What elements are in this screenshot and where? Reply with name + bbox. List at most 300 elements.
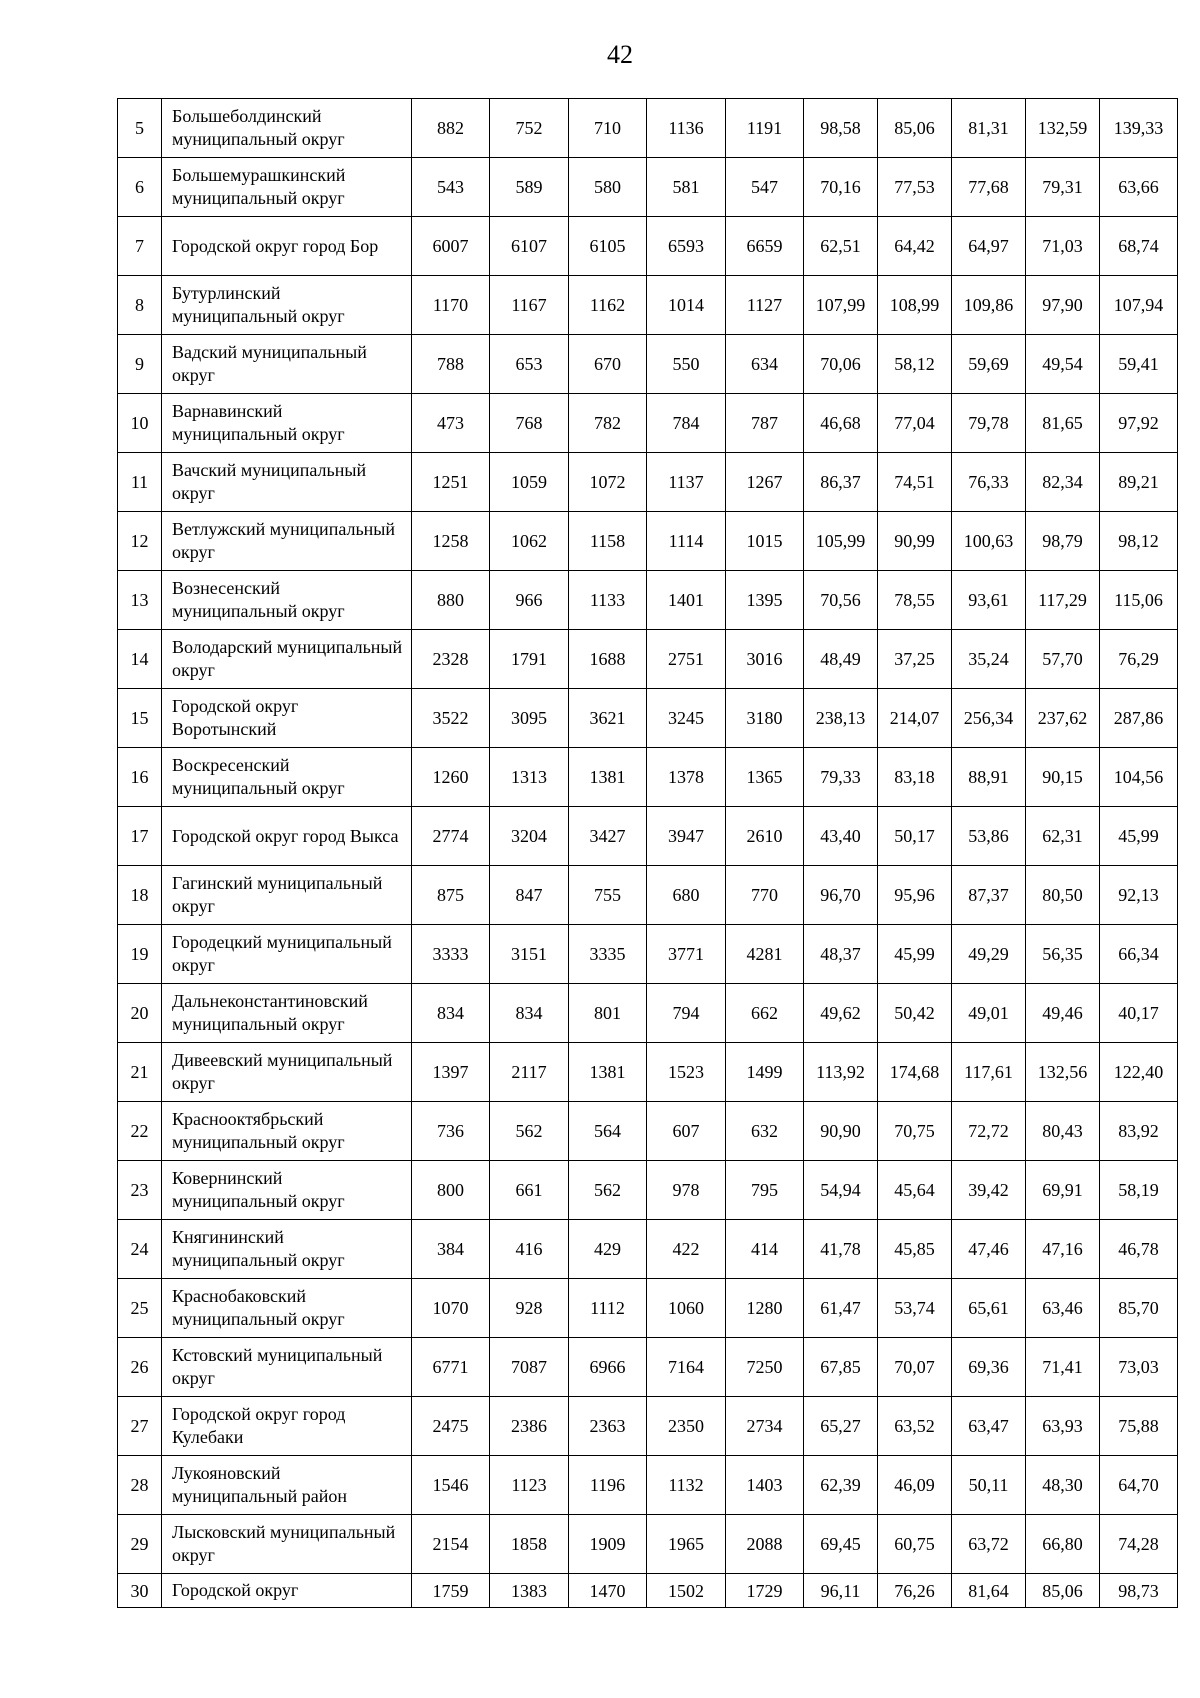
value-cell: 41,78 (804, 1220, 878, 1279)
row-number-cell: 29 (118, 1515, 162, 1574)
value-cell: 1381 (569, 748, 647, 807)
value-cell: 81,64 (952, 1574, 1026, 1608)
value-cell: 3180 (726, 689, 804, 748)
value-cell: 3427 (569, 807, 647, 866)
value-cell: 214,07 (878, 689, 952, 748)
value-cell: 75,88 (1100, 1397, 1178, 1456)
value-cell: 47,16 (1026, 1220, 1100, 1279)
value-cell: 1158 (569, 512, 647, 571)
value-cell: 69,36 (952, 1338, 1026, 1397)
value-cell: 1858 (490, 1515, 569, 1574)
municipality-name-cell: Городской округ город Кулебаки (162, 1397, 412, 1456)
value-cell: 65,27 (804, 1397, 878, 1456)
value-cell: 74,28 (1100, 1515, 1178, 1574)
row-number-cell: 14 (118, 630, 162, 689)
value-cell: 43,40 (804, 807, 878, 866)
value-cell: 67,85 (804, 1338, 878, 1397)
value-cell: 79,31 (1026, 158, 1100, 217)
value-cell: 76,26 (878, 1574, 952, 1608)
value-cell: 98,73 (1100, 1574, 1178, 1608)
value-cell: 61,47 (804, 1279, 878, 1338)
value-cell: 45,85 (878, 1220, 952, 1279)
value-cell: 64,97 (952, 217, 1026, 276)
value-cell: 882 (412, 99, 490, 158)
value-cell: 66,80 (1026, 1515, 1100, 1574)
municipality-name-cell: Бутурлинский муниципальный округ (162, 276, 412, 335)
table-row (118, 1043, 1178, 1102)
value-cell: 45,99 (878, 925, 952, 984)
value-cell: 2774 (412, 807, 490, 866)
table-row (118, 99, 1178, 158)
value-cell: 2751 (647, 630, 726, 689)
value-cell: 2363 (569, 1397, 647, 1456)
table-row (118, 1574, 1178, 1608)
municipality-name-cell: Ветлужский муниципальный округ (162, 512, 412, 571)
value-cell: 752 (490, 99, 569, 158)
value-cell: 65,61 (952, 1279, 1026, 1338)
value-cell: 113,92 (804, 1043, 878, 1102)
value-cell: 680 (647, 866, 726, 925)
value-cell: 1170 (412, 276, 490, 335)
value-cell: 2088 (726, 1515, 804, 1574)
value-cell: 580 (569, 158, 647, 217)
value-cell: 69,91 (1026, 1161, 1100, 1220)
value-cell: 782 (569, 394, 647, 453)
row-number-cell: 12 (118, 512, 162, 571)
row-number-cell: 18 (118, 866, 162, 925)
value-cell: 4281 (726, 925, 804, 984)
municipality-name-cell: Володарский муниципальный округ (162, 630, 412, 689)
value-cell: 49,29 (952, 925, 1026, 984)
table-body (118, 99, 1178, 1608)
municipality-name-cell: Воскресенский муниципальный округ (162, 748, 412, 807)
value-cell: 81,65 (1026, 394, 1100, 453)
municipality-name-cell: Лысковский муниципальный округ (162, 1515, 412, 1574)
value-cell: 62,51 (804, 217, 878, 276)
value-cell: 1014 (647, 276, 726, 335)
value-cell: 414 (726, 1220, 804, 1279)
municipality-name-cell: Большемурашкинский муниципальный округ (162, 158, 412, 217)
value-cell: 1132 (647, 1456, 726, 1515)
value-cell: 79,78 (952, 394, 1026, 453)
value-cell: 6105 (569, 217, 647, 276)
value-cell: 1123 (490, 1456, 569, 1515)
value-cell: 755 (569, 866, 647, 925)
value-cell: 662 (726, 984, 804, 1043)
value-cell: 174,68 (878, 1043, 952, 1102)
table-row (118, 689, 1178, 748)
value-cell: 1470 (569, 1574, 647, 1608)
row-number-cell: 9 (118, 335, 162, 394)
value-cell: 132,59 (1026, 99, 1100, 158)
municipality-name-cell: Краснооктябрьский муниципальный округ (162, 1102, 412, 1161)
row-number-cell: 8 (118, 276, 162, 335)
value-cell: 1791 (490, 630, 569, 689)
table-row (118, 1397, 1178, 1456)
value-cell: 3335 (569, 925, 647, 984)
row-number-cell: 27 (118, 1397, 162, 1456)
value-cell: 875 (412, 866, 490, 925)
value-cell: 3151 (490, 925, 569, 984)
value-cell: 59,41 (1100, 335, 1178, 394)
value-cell: 2154 (412, 1515, 490, 1574)
value-cell: 58,19 (1100, 1161, 1178, 1220)
municipality-name-cell: Вадский муниципальный округ (162, 335, 412, 394)
value-cell: 90,15 (1026, 748, 1100, 807)
value-cell: 384 (412, 1220, 490, 1279)
value-cell: 77,53 (878, 158, 952, 217)
row-number-cell: 6 (118, 158, 162, 217)
value-cell: 98,79 (1026, 512, 1100, 571)
value-cell: 50,42 (878, 984, 952, 1043)
value-cell: 46,78 (1100, 1220, 1178, 1279)
value-cell: 2386 (490, 1397, 569, 1456)
table-row (118, 1279, 1178, 1338)
value-cell: 1546 (412, 1456, 490, 1515)
value-cell: 3333 (412, 925, 490, 984)
value-cell: 1251 (412, 453, 490, 512)
value-cell: 1114 (647, 512, 726, 571)
value-cell: 3771 (647, 925, 726, 984)
row-number-cell: 16 (118, 748, 162, 807)
value-cell: 1060 (647, 1279, 726, 1338)
municipality-name-cell: Краснобаковский муниципальный округ (162, 1279, 412, 1338)
value-cell: 1395 (726, 571, 804, 630)
value-cell: 787 (726, 394, 804, 453)
value-cell: 49,46 (1026, 984, 1100, 1043)
value-cell: 3095 (490, 689, 569, 748)
table-row (118, 1161, 1178, 1220)
value-cell: 238,13 (804, 689, 878, 748)
value-cell: 54,94 (804, 1161, 878, 1220)
value-cell: 847 (490, 866, 569, 925)
value-cell: 63,93 (1026, 1397, 1100, 1456)
value-cell: 562 (490, 1102, 569, 1161)
value-cell: 70,16 (804, 158, 878, 217)
row-number-cell: 17 (118, 807, 162, 866)
value-cell: 90,99 (878, 512, 952, 571)
value-cell: 1015 (726, 512, 804, 571)
municipality-name-cell: Городской округ город Бор (162, 217, 412, 276)
value-cell: 834 (490, 984, 569, 1043)
value-cell: 422 (647, 1220, 726, 1279)
municipality-name-cell: Городской округ город Выкса (162, 807, 412, 866)
value-cell: 2117 (490, 1043, 569, 1102)
value-cell: 53,86 (952, 807, 1026, 866)
value-cell: 795 (726, 1161, 804, 1220)
row-number-cell: 25 (118, 1279, 162, 1338)
value-cell: 39,42 (952, 1161, 1026, 1220)
value-cell: 49,54 (1026, 335, 1100, 394)
value-cell: 77,68 (952, 158, 1026, 217)
municipality-name-cell: Вознесенский муниципальный округ (162, 571, 412, 630)
value-cell: 550 (647, 335, 726, 394)
table-row (118, 807, 1178, 866)
value-cell: 96,70 (804, 866, 878, 925)
value-cell: 109,86 (952, 276, 1026, 335)
value-cell: 86,37 (804, 453, 878, 512)
table-row (118, 1102, 1178, 1161)
value-cell: 81,31 (952, 99, 1026, 158)
value-cell: 70,07 (878, 1338, 952, 1397)
value-cell: 6771 (412, 1338, 490, 1397)
value-cell: 64,70 (1100, 1456, 1178, 1515)
table-row (118, 866, 1178, 925)
value-cell: 71,03 (1026, 217, 1100, 276)
value-cell: 1072 (569, 453, 647, 512)
value-cell: 2610 (726, 807, 804, 866)
value-cell: 880 (412, 571, 490, 630)
value-cell: 47,46 (952, 1220, 1026, 1279)
value-cell: 3204 (490, 807, 569, 866)
value-cell: 74,51 (878, 453, 952, 512)
value-cell: 564 (569, 1102, 647, 1161)
value-cell: 6966 (569, 1338, 647, 1397)
value-cell: 72,72 (952, 1102, 1026, 1161)
municipality-name-cell: Лукояновский муниципальный район (162, 1456, 412, 1515)
value-cell: 928 (490, 1279, 569, 1338)
value-cell: 6593 (647, 217, 726, 276)
value-cell: 105,99 (804, 512, 878, 571)
value-cell: 68,74 (1100, 217, 1178, 276)
municipality-name-cell: Дальнеконстантиновский муниципальный округ (162, 984, 412, 1043)
value-cell: 3016 (726, 630, 804, 689)
value-cell: 115,06 (1100, 571, 1178, 630)
value-cell: 82,34 (1026, 453, 1100, 512)
table-row (118, 1220, 1178, 1279)
row-number-cell: 24 (118, 1220, 162, 1279)
value-cell: 37,25 (878, 630, 952, 689)
value-cell: 62,31 (1026, 807, 1100, 866)
value-cell: 978 (647, 1161, 726, 1220)
value-cell: 98,12 (1100, 512, 1178, 571)
value-cell: 89,21 (1100, 453, 1178, 512)
value-cell: 1196 (569, 1456, 647, 1515)
value-cell: 670 (569, 335, 647, 394)
value-cell: 589 (490, 158, 569, 217)
municipality-name-cell: Городской округ Воротынский (162, 689, 412, 748)
value-cell: 2328 (412, 630, 490, 689)
row-number-cell: 5 (118, 99, 162, 158)
table-row (118, 748, 1178, 807)
value-cell: 1258 (412, 512, 490, 571)
value-cell: 70,75 (878, 1102, 952, 1161)
value-cell: 1127 (726, 276, 804, 335)
value-cell: 710 (569, 99, 647, 158)
value-cell: 6007 (412, 217, 490, 276)
table-row (118, 1515, 1178, 1574)
value-cell: 117,61 (952, 1043, 1026, 1102)
municipality-name-cell: Вачский муниципальный округ (162, 453, 412, 512)
value-cell: 1112 (569, 1279, 647, 1338)
value-cell: 40,17 (1100, 984, 1178, 1043)
row-number-cell: 15 (118, 689, 162, 748)
data-table (117, 98, 1178, 1608)
value-cell: 3522 (412, 689, 490, 748)
value-cell: 87,37 (952, 866, 1026, 925)
value-cell: 60,75 (878, 1515, 952, 1574)
value-cell: 7087 (490, 1338, 569, 1397)
value-cell: 95,96 (878, 866, 952, 925)
value-cell: 834 (412, 984, 490, 1043)
value-cell: 661 (490, 1161, 569, 1220)
table-row (118, 630, 1178, 689)
value-cell: 97,92 (1100, 394, 1178, 453)
row-number-cell: 26 (118, 1338, 162, 1397)
value-cell: 2475 (412, 1397, 490, 1456)
value-cell: 632 (726, 1102, 804, 1161)
value-cell: 77,04 (878, 394, 952, 453)
value-cell: 49,62 (804, 984, 878, 1043)
value-cell: 78,55 (878, 571, 952, 630)
value-cell: 48,30 (1026, 1456, 1100, 1515)
value-cell: 80,50 (1026, 866, 1100, 925)
value-cell: 1059 (490, 453, 569, 512)
municipality-name-cell: Гагинский муниципальный округ (162, 866, 412, 925)
value-cell: 1162 (569, 276, 647, 335)
value-cell: 48,49 (804, 630, 878, 689)
value-cell: 97,90 (1026, 276, 1100, 335)
table-row (118, 925, 1178, 984)
row-number-cell: 13 (118, 571, 162, 630)
value-cell: 1909 (569, 1515, 647, 1574)
value-cell: 1280 (726, 1279, 804, 1338)
table-row (118, 453, 1178, 512)
page-number: 42 (607, 40, 633, 69)
value-cell: 788 (412, 335, 490, 394)
value-cell: 562 (569, 1161, 647, 1220)
value-cell: 1729 (726, 1574, 804, 1608)
municipality-name-cell: Княгининский муниципальный округ (162, 1220, 412, 1279)
table-row (118, 571, 1178, 630)
value-cell: 1383 (490, 1574, 569, 1608)
value-cell: 1062 (490, 512, 569, 571)
value-cell: 104,56 (1100, 748, 1178, 807)
table-row (118, 984, 1178, 1043)
value-cell: 3245 (647, 689, 726, 748)
value-cell: 93,61 (952, 571, 1026, 630)
value-cell: 2734 (726, 1397, 804, 1456)
value-cell: 57,70 (1026, 630, 1100, 689)
value-cell: 2350 (647, 1397, 726, 1456)
value-cell: 966 (490, 571, 569, 630)
value-cell: 607 (647, 1102, 726, 1161)
value-cell: 1381 (569, 1043, 647, 1102)
value-cell: 581 (647, 158, 726, 217)
row-number-cell: 22 (118, 1102, 162, 1161)
value-cell: 63,66 (1100, 158, 1178, 217)
value-cell: 56,35 (1026, 925, 1100, 984)
value-cell: 66,34 (1100, 925, 1178, 984)
value-cell: 794 (647, 984, 726, 1043)
table-row (118, 394, 1178, 453)
value-cell: 1267 (726, 453, 804, 512)
value-cell: 58,12 (878, 335, 952, 394)
value-cell: 6659 (726, 217, 804, 276)
table-row (118, 217, 1178, 276)
value-cell: 107,99 (804, 276, 878, 335)
value-cell: 3947 (647, 807, 726, 866)
value-cell: 63,47 (952, 1397, 1026, 1456)
value-cell: 634 (726, 335, 804, 394)
municipality-name-cell: Варнавинский муниципальный округ (162, 394, 412, 453)
value-cell: 107,94 (1100, 276, 1178, 335)
value-cell: 46,68 (804, 394, 878, 453)
row-number-cell: 19 (118, 925, 162, 984)
row-number-cell: 10 (118, 394, 162, 453)
table-row (118, 335, 1178, 394)
value-cell: 1070 (412, 1279, 490, 1338)
value-cell: 800 (412, 1161, 490, 1220)
value-cell: 1499 (726, 1043, 804, 1102)
row-number-cell: 30 (118, 1574, 162, 1608)
value-cell: 237,62 (1026, 689, 1100, 748)
value-cell: 653 (490, 335, 569, 394)
value-cell: 801 (569, 984, 647, 1043)
value-cell: 53,74 (878, 1279, 952, 1338)
municipality-name-cell: Ковернинский муниципальный округ (162, 1161, 412, 1220)
value-cell: 98,58 (804, 99, 878, 158)
value-cell: 76,33 (952, 453, 1026, 512)
value-cell: 63,52 (878, 1397, 952, 1456)
value-cell: 1191 (726, 99, 804, 158)
value-cell: 64,42 (878, 217, 952, 276)
value-cell: 7164 (647, 1338, 726, 1397)
value-cell: 69,45 (804, 1515, 878, 1574)
value-cell: 122,40 (1100, 1043, 1178, 1102)
value-cell: 416 (490, 1220, 569, 1279)
value-cell: 45,99 (1100, 807, 1178, 866)
value-cell: 71,41 (1026, 1338, 1100, 1397)
value-cell: 784 (647, 394, 726, 453)
value-cell: 63,46 (1026, 1279, 1100, 1338)
value-cell: 63,72 (952, 1515, 1026, 1574)
value-cell: 1403 (726, 1456, 804, 1515)
value-cell: 50,17 (878, 807, 952, 866)
value-cell: 6107 (490, 217, 569, 276)
value-cell: 1397 (412, 1043, 490, 1102)
value-cell: 88,91 (952, 748, 1026, 807)
municipality-name-cell: Кстовский муниципальный округ (162, 1338, 412, 1397)
value-cell: 83,18 (878, 748, 952, 807)
value-cell: 108,99 (878, 276, 952, 335)
row-number-cell: 28 (118, 1456, 162, 1515)
value-cell: 73,03 (1100, 1338, 1178, 1397)
value-cell: 76,29 (1100, 630, 1178, 689)
value-cell: 1260 (412, 748, 490, 807)
value-cell: 7250 (726, 1338, 804, 1397)
value-cell: 1523 (647, 1043, 726, 1102)
value-cell: 70,56 (804, 571, 878, 630)
value-cell: 132,56 (1026, 1043, 1100, 1102)
value-cell: 1759 (412, 1574, 490, 1608)
value-cell: 1502 (647, 1574, 726, 1608)
value-cell: 1313 (490, 748, 569, 807)
value-cell: 547 (726, 158, 804, 217)
value-cell: 139,33 (1100, 99, 1178, 158)
row-number-cell: 21 (118, 1043, 162, 1102)
table-row (118, 276, 1178, 335)
municipality-name-cell: Большеболдинский муниципальный округ (162, 99, 412, 158)
value-cell: 46,09 (878, 1456, 952, 1515)
value-cell: 85,06 (1026, 1574, 1100, 1608)
row-number-cell: 7 (118, 217, 162, 276)
value-cell: 117,29 (1026, 571, 1100, 630)
value-cell: 1378 (647, 748, 726, 807)
table-row (118, 1456, 1178, 1515)
value-cell: 96,11 (804, 1574, 878, 1608)
value-cell: 3621 (569, 689, 647, 748)
